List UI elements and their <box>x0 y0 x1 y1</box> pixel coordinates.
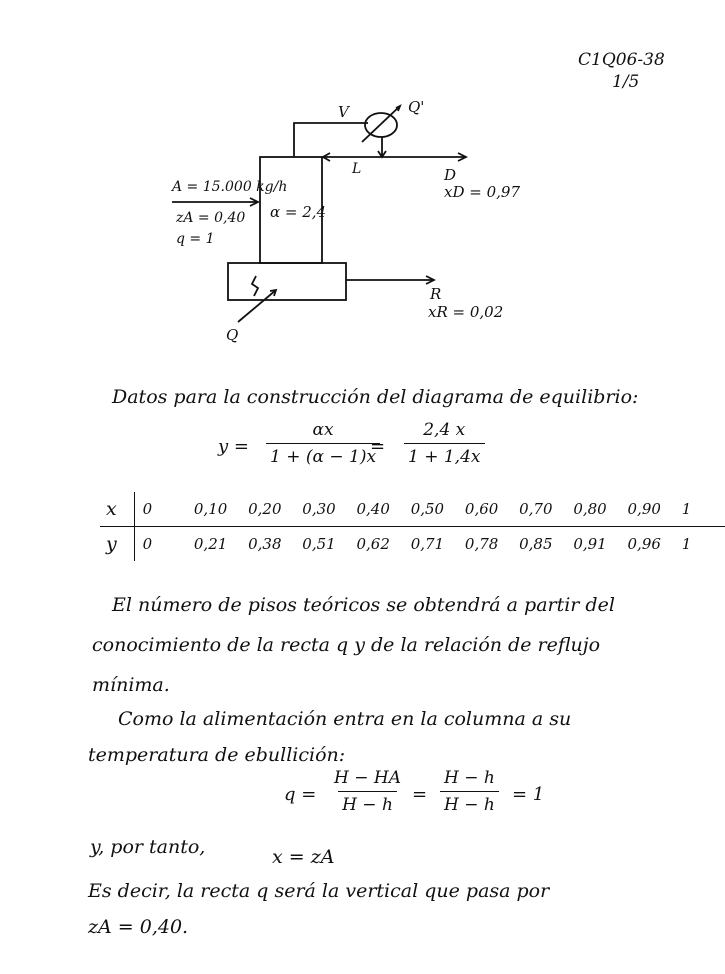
x-cell: 0,30 <box>294 492 348 527</box>
y-cell: 1 <box>681 535 692 553</box>
x-cell: 1 <box>674 492 725 527</box>
x-cell: 0,40 <box>349 492 403 527</box>
paragraph-line: Como la alimentación entra en la columna a su <box>118 708 572 730</box>
q-fraction-1 <box>330 768 405 815</box>
y-cell: 0,71 <box>410 535 445 553</box>
x-cell: 0,10 <box>186 492 240 527</box>
feed-q: q = 1 <box>176 231 215 247</box>
condenser-heat-label: Q' <box>408 98 425 116</box>
heading: Datos para la construcción del diagrama de equilibrio: <box>112 386 639 408</box>
distillation-column-diagram <box>0 0 725 380</box>
x-cell: 0,50 <box>403 492 457 527</box>
x-cell: 0,20 <box>240 492 294 527</box>
x-cell: 0,60 <box>457 492 511 527</box>
x-cell: 0,70 <box>511 492 565 527</box>
x-cell: 0,90 <box>620 492 674 527</box>
reboiler <box>228 263 346 300</box>
x-cell: 0 <box>134 492 186 527</box>
y-cell: 0,85 <box>519 535 553 553</box>
vapor-label: V <box>338 103 349 121</box>
y-cell: 0,78 <box>464 535 499 553</box>
q-rhs: = 1 <box>512 784 545 805</box>
x-cell: 0,80 <box>565 492 619 527</box>
paragraph-line: mínima. <box>92 674 170 696</box>
y-cell: 0,62 <box>356 535 390 553</box>
paragraph-line: temperatura de ebullición: <box>88 744 346 766</box>
feed-composition: zA = 0,40 <box>176 210 246 226</box>
q-fraction-2-denominator: H − h <box>440 791 499 815</box>
page-number: 1/5 <box>612 72 640 92</box>
y-header: y <box>100 527 134 562</box>
reflux-label: L <box>352 161 362 177</box>
feed-flow: A = 15.000 kg/h <box>172 179 288 195</box>
equilibrium-table <box>100 492 725 561</box>
vapor-line <box>294 123 368 157</box>
x-row <box>100 492 725 527</box>
q-fraction-1-numerator: H − HA <box>334 768 401 788</box>
residue-label: R <box>430 285 442 303</box>
y-row <box>100 527 725 562</box>
y-cell: 0 <box>142 535 153 553</box>
document-reference: C1Q06-38 <box>578 50 665 70</box>
distillate-composition: xD = 0,97 <box>444 183 520 201</box>
reboiler-heat-label: Q <box>226 326 239 344</box>
q-fraction-2 <box>440 768 499 815</box>
q-lhs: q = <box>284 784 317 805</box>
fraction-general-denominator: 1 + (α − 1)x <box>266 443 380 467</box>
x-equation: x = zA <box>272 846 335 868</box>
paragraph-line: Es decir, la recta q será la vertical que pasa por <box>88 880 550 902</box>
y-cell: 0,96 <box>627 535 661 553</box>
por-tanto: y, por tanto, <box>90 836 206 858</box>
fraction-numeric <box>404 420 485 467</box>
paragraph-line: zA = 0,40. <box>88 916 189 938</box>
y-cell: 0,91 <box>573 535 607 553</box>
q-fraction-1-denominator: H − h <box>338 791 397 815</box>
fraction-general-numerator: αx <box>312 420 334 440</box>
fraction-general <box>266 420 380 467</box>
paragraph-line: El número de pisos teóricos se obtendrá a partir del <box>112 594 615 616</box>
reboiler-heat-arrow <box>238 290 276 322</box>
paragraph-line: conocimiento de la recta q y de la relación de reflujo <box>92 634 601 656</box>
q-equals: = <box>412 784 428 805</box>
y-lhs: y = <box>218 436 249 457</box>
equals-sign: = <box>370 436 386 457</box>
q-fraction-2-numerator: H − h <box>444 768 495 788</box>
fraction-numeric-denominator: 1 + 1,4x <box>404 443 485 467</box>
fraction-numeric-numerator: 2,4 x <box>423 420 466 440</box>
relative-volatility: α = 2,4 <box>270 203 327 221</box>
residue-composition: xR = 0,02 <box>428 303 504 321</box>
y-cell: 0,38 <box>248 535 282 553</box>
y-cell: 0,21 <box>193 535 228 553</box>
y-cell: 0,51 <box>302 535 336 553</box>
x-header: x <box>100 492 134 527</box>
distillate-label: D <box>444 166 457 184</box>
reboiler-coil <box>252 276 258 296</box>
